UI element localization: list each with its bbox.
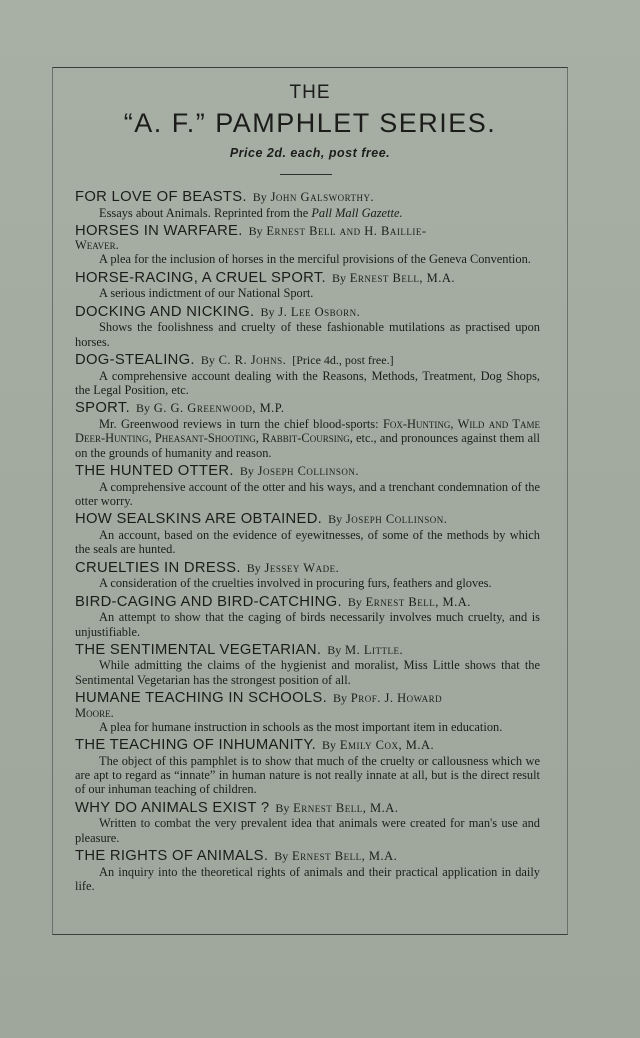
- by-label: By: [135, 401, 150, 416]
- pamphlet-entry: [75, 270, 540, 301]
- pamphlet-title: THE SENTIMENTAL VEGETARIAN.: [75, 641, 322, 658]
- pamphlet-author: Prof. J. Howard: [350, 691, 443, 706]
- pamphlet-author: Ernest Bell and H. Baillie-: [266, 223, 427, 238]
- pamphlet-description: Essays about Animals. Reprinted from the Pall Mall Gazette.: [99, 205, 403, 220]
- pamphlet-author: Jessey Wade.: [264, 560, 340, 575]
- pamphlet-title: WHY DO ANIMALS EXIST ?: [75, 799, 270, 816]
- by-label: By: [260, 304, 275, 319]
- pamphlet-description: A comprehensive account of the otter and his ways, and a trenchant condemnation of the otter worry.: [75, 479, 540, 508]
- pamphlet-entry: [75, 848, 540, 893]
- pamphlet-title: HUMANE TEACHING IN SCHOOLS.: [75, 690, 328, 707]
- pamphlet-entry: [75, 352, 540, 397]
- by-label: By: [275, 800, 290, 815]
- pamphlet-title: CRUELTIES IN DRESS.: [75, 559, 241, 576]
- pamphlet-title: SPORT.: [75, 400, 130, 417]
- pamphlet-entry: [75, 400, 540, 460]
- pamphlet-description: Mr. Greenwood reviews in turn the chief blood-sports: Fox-Hunting, Wild and Tame Deer-Hunting, Pheasant-Shooting, Rabbit-Coursing, etc., and pronounces against them all on the grounds of humanity and reason.: [75, 416, 540, 460]
- pamphlet-author: C. R. Johns.: [218, 353, 287, 368]
- pamphlet-entry: [75, 463, 540, 508]
- pamphlet-author: Joseph Collinson.: [345, 512, 448, 527]
- pamphlet-author: Emily Cox, M.A.: [339, 738, 435, 753]
- pamphlet-description: A plea for humane instruction in schools as the most important item in education.: [99, 719, 503, 734]
- pamphlet-author-continued: Moore.: [75, 705, 114, 720]
- price-line: Price 2d. each, post free.: [229, 146, 391, 160]
- pamphlet-description: A comprehensive account dealing with the Reasons, Methods, Treatment, Dog Shops, the Legal Position, etc.: [75, 368, 540, 397]
- pamphlet-title: FOR LOVE OF BEASTS.: [75, 189, 247, 205]
- pamphlet-entry: [75, 800, 540, 845]
- pamphlet-description: While admitting the claims of the hygienist and moralist, Miss Little shows that the Sentimental Vegetarian has the strongest position of all.: [75, 658, 540, 687]
- pamphlet-description: A plea for the inclusion of horses in the merciful provisions of the Geneva Convention.: [99, 252, 531, 267]
- pamphlet-description: Written to combat the very prevalent idea that animals were created for man's use and pleasure.: [75, 816, 540, 845]
- by-label: By: [248, 223, 263, 238]
- pamphlet-entry: [75, 560, 540, 591]
- pamphlet-author: M. Little.: [345, 642, 404, 657]
- pamphlet-description: Shows the foolishness and cruelty of these fashionable mutilations as practised upon horses.: [75, 320, 540, 349]
- by-label: By: [347, 594, 362, 609]
- pamphlet-entry: [75, 642, 540, 687]
- pamphlet-entry: [75, 223, 540, 267]
- by-label: By: [328, 512, 343, 527]
- pamphlet-author: Joseph Collinson.: [257, 464, 360, 479]
- pamphlet-author: Ernest Bell, M.A.: [293, 800, 399, 815]
- by-label: By: [239, 464, 254, 479]
- pamphlet-description: An attempt to show that the caging of birds necessarily involves much cruelty, and is unjustifiable.: [75, 610, 540, 639]
- by-label: By: [333, 691, 348, 706]
- header-the: THE: [289, 82, 331, 103]
- header-divider: [280, 174, 332, 175]
- series-title: “A. F.” PAMPHLET SERIES.: [123, 108, 497, 138]
- pamphlet-description: A consideration of the cruelties involved in procuring furs, feathers and gloves.: [99, 576, 492, 591]
- by-label: By: [252, 190, 267, 204]
- pamphlet-entry: [75, 304, 540, 349]
- pamphlet-author: Ernest Bell, M.A.: [349, 270, 455, 285]
- pamphlet-entry: [75, 594, 540, 639]
- pamphlet-author: John Galsworthy.: [270, 190, 375, 204]
- pamphlet-entry: [75, 690, 540, 734]
- pamphlet-author: G. G. Greenwood, M.P.: [153, 401, 285, 416]
- by-label: By: [246, 560, 261, 575]
- pamphlet-description: An inquiry into the theoretical rights of animals and their practical application in daily life.: [75, 864, 540, 894]
- pamphlet-description: A serious indictment of our National Sport.: [99, 286, 314, 301]
- pamphlet-entry: [75, 511, 540, 556]
- pamphlet-author-continued: Weaver.: [75, 238, 119, 253]
- by-label: By: [322, 738, 337, 753]
- pamphlet-title: HORSE-RACING, A CRUEL SPORT.: [75, 269, 326, 286]
- pamphlet-description: The object of this pamphlet is to show that much of the cruelty or callousness which we are apt to regard as “innate” in human nature is not really innate at all, but is the direct result of our inhuman teaching of children.: [75, 753, 540, 797]
- pamphlet-title: THE TEACHING OF INHUMANITY.: [75, 737, 317, 754]
- by-label: By: [331, 270, 346, 285]
- by-label: By: [200, 353, 215, 368]
- by-label: By: [274, 849, 289, 864]
- pamphlet-author: Ernest Bell, M.A.: [365, 594, 471, 609]
- pamphlet-description: An account, based on the evidence of eyewitnesses, of some of the methods by which the seals are hunted.: [75, 527, 540, 557]
- pamphlet-author: J. Lee Osborn.: [278, 304, 361, 319]
- pamphlet-title: HORSES IN WARFARE.: [75, 222, 243, 239]
- pamphlet-title: HOW SEALSKINS ARE OBTAINED.: [75, 511, 323, 528]
- pamphlet-author: Ernest Bell, M.A.: [292, 849, 398, 864]
- pamphlet-title: THE RIGHTS OF ANIMALS.: [75, 848, 269, 865]
- by-label: By: [327, 642, 342, 657]
- pamphlet-entry: [75, 189, 540, 220]
- pamphlet-title: BIRD-CAGING AND BIRD-CATCHING.: [75, 593, 342, 610]
- pamphlet-list: [75, 189, 540, 896]
- pamphlet-title: THE HUNTED OTTER.: [75, 463, 234, 480]
- pamphlet-entry: [75, 737, 540, 797]
- pamphlet-title: DOG-STEALING.: [75, 352, 195, 369]
- pamphlet-price-note: [Price 4d., post free.]: [292, 353, 394, 368]
- pamphlet-title: DOCKING AND NICKING.: [75, 303, 255, 320]
